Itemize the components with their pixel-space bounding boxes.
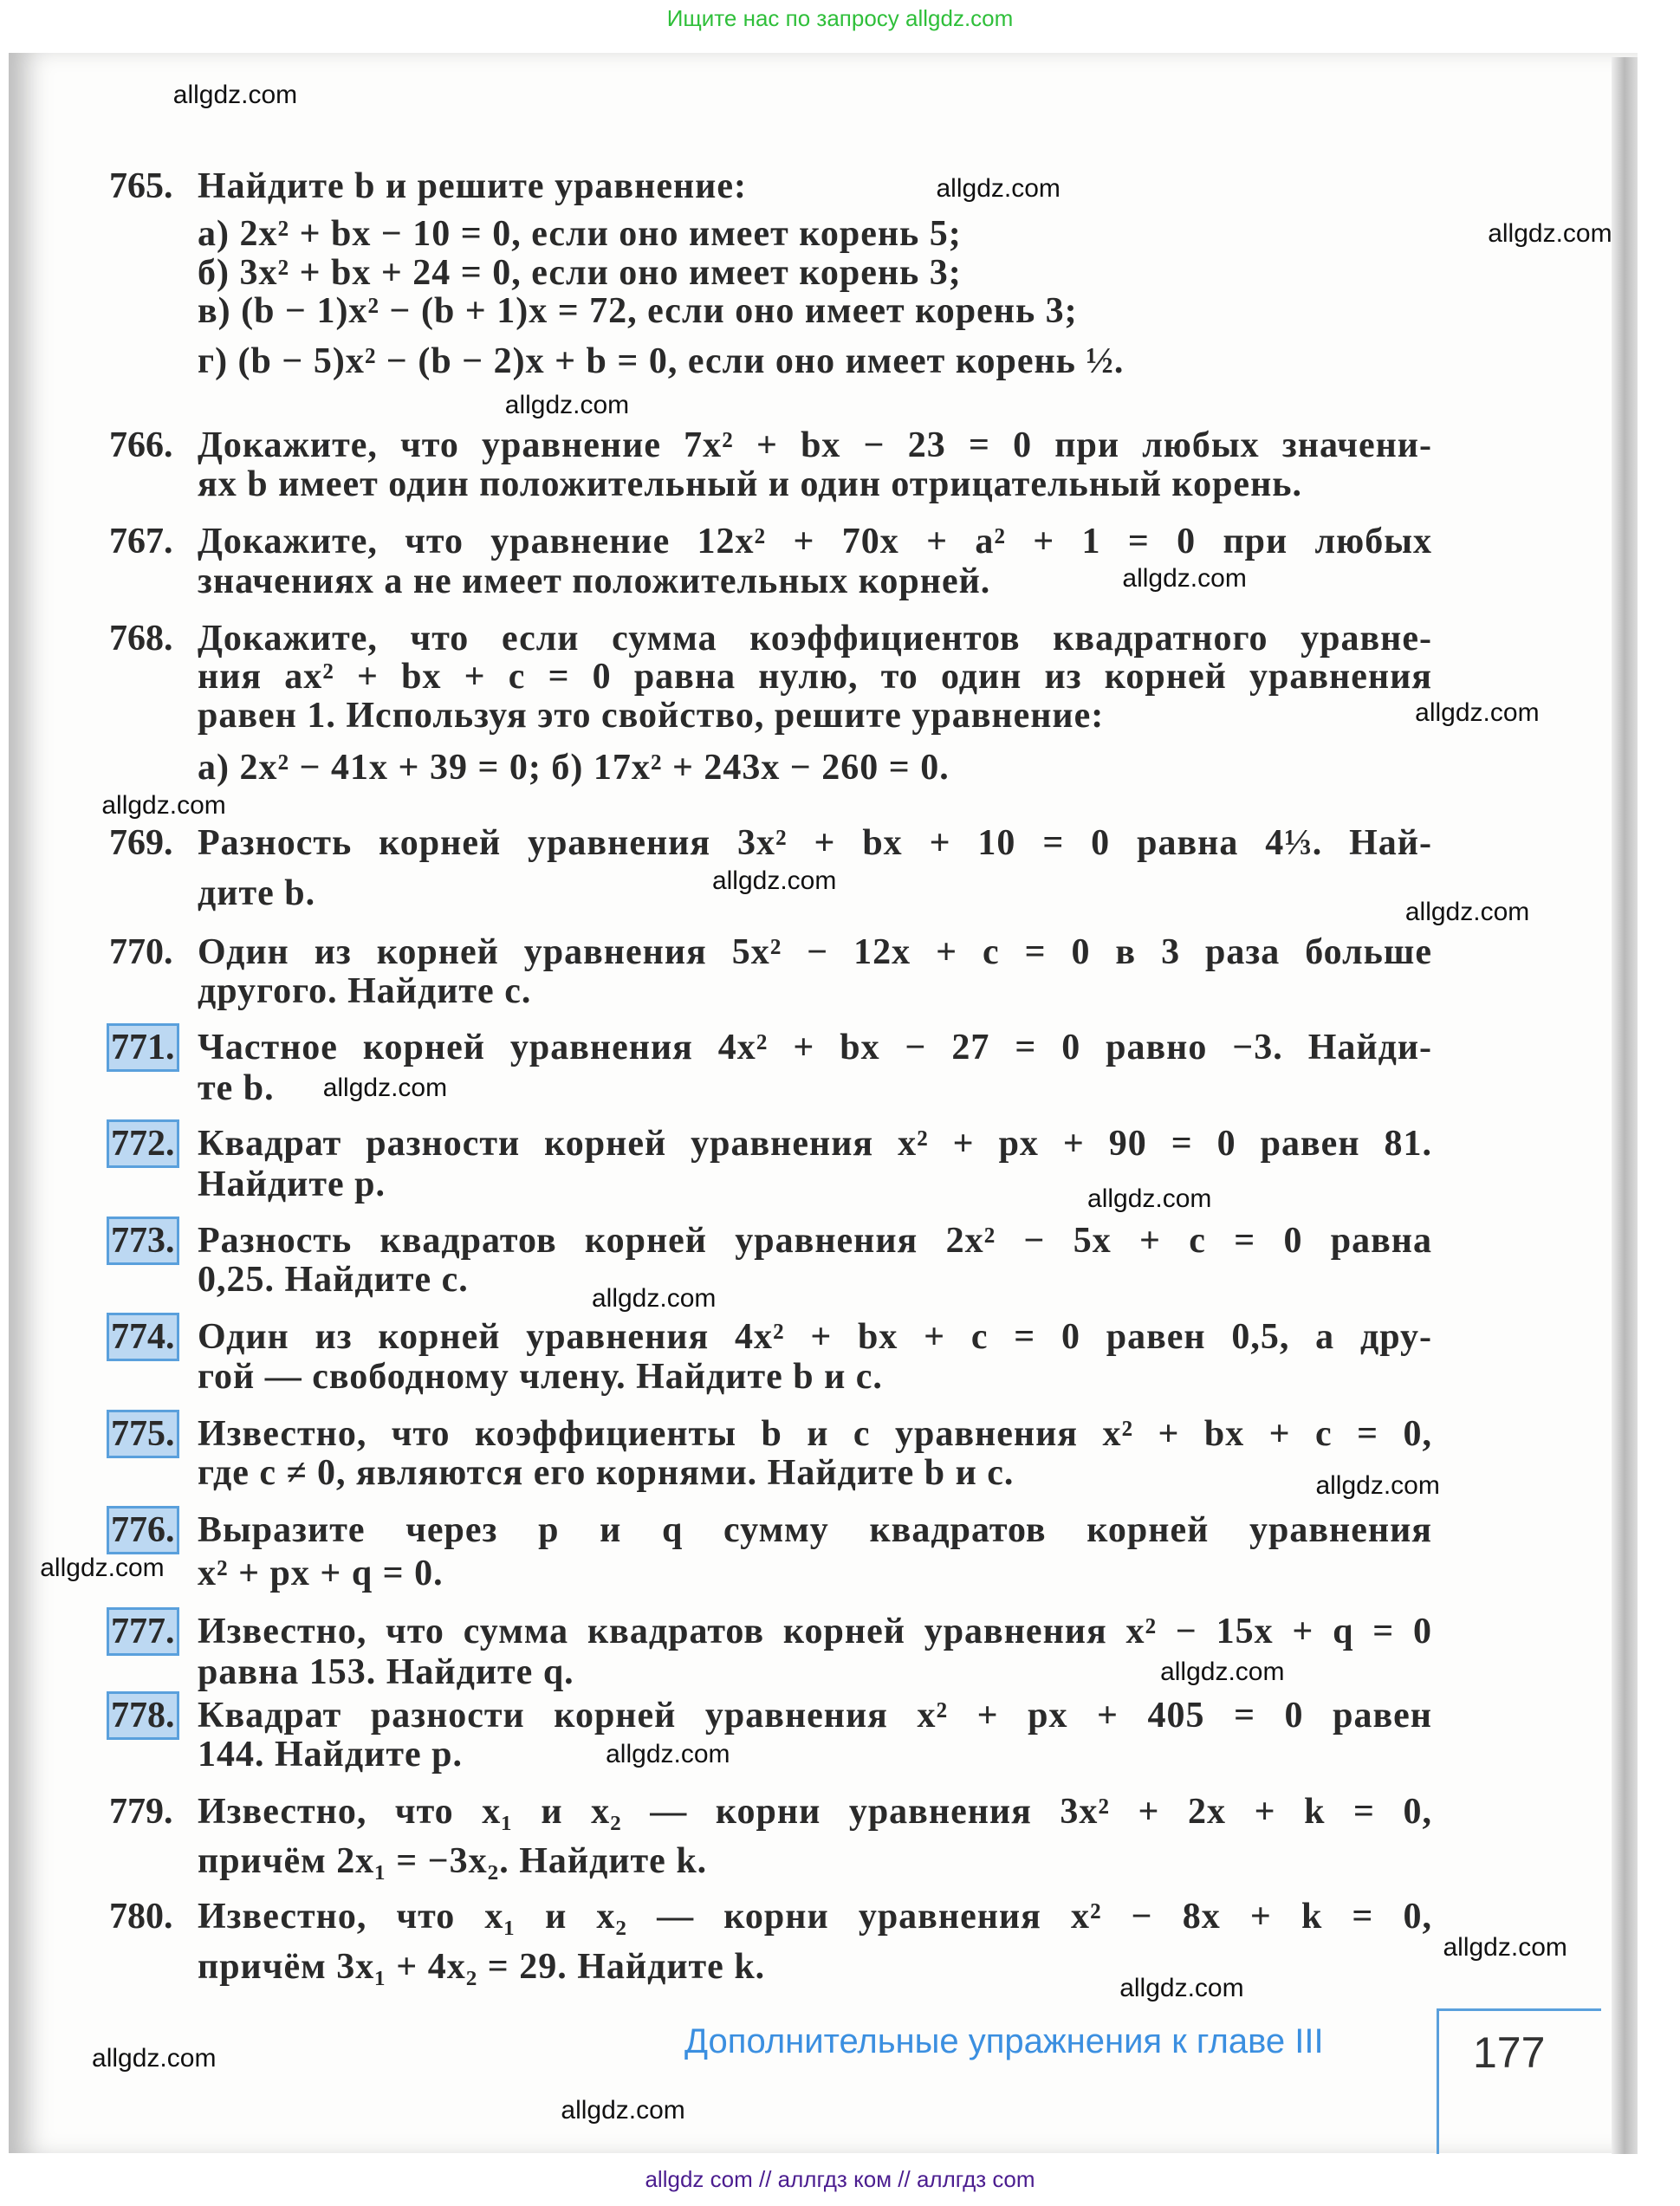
exercise-text-line: Найдите p. xyxy=(198,1165,386,1205)
exercise-number: 779. xyxy=(109,1792,173,1833)
exercise-number: 778. xyxy=(111,1695,175,1736)
exercise-number: 773. xyxy=(111,1220,175,1261)
watermark: allgdz.com xyxy=(711,866,837,896)
exercise-text-line: Частное корней уравнения 4x² + bx − 27 = 0 равно −3. Найди- xyxy=(198,1027,1432,1067)
watermark: allgdz.com xyxy=(1087,1184,1212,1213)
exercise-number: 769. xyxy=(109,822,173,863)
exercise-text-line: где c ≠ 0, являются его корнями. Найдите b и c. xyxy=(198,1453,1015,1494)
exercise-number: 765. xyxy=(109,165,173,206)
watermark: allgdz.com xyxy=(1160,1657,1285,1686)
exercise-number: 772. xyxy=(111,1124,175,1165)
watermark: allgdz.com xyxy=(1315,1470,1440,1500)
exercise-text-line: дите b. xyxy=(198,873,316,913)
watermark: allgdz.com xyxy=(1122,563,1247,593)
page-edge xyxy=(1612,57,1638,2154)
exercise-text-line: те b. xyxy=(198,1067,275,1108)
watermark: allgdz.com xyxy=(101,791,226,821)
exercise-text-line: в) (b − 1)x² − (b + 1)x = 72, если оно имеет корень 3; xyxy=(198,290,1078,331)
exercise-text-line: равна 153. Найдите q. xyxy=(198,1651,574,1692)
exercise-number: 780. xyxy=(109,1897,173,1937)
exercise-text-line: значениях a не имеет положительных корней. xyxy=(198,561,991,601)
watermark: allgdz.com xyxy=(40,1554,165,1583)
exercise-text-line: а) 2x² − 41x + 39 = 0; б) 17x² + 243x − 260 = 0. xyxy=(198,747,950,788)
exercise-number: 766. xyxy=(109,425,173,465)
exercise-text-line: Разность квадратов корней уравнения 2x² − 5x + c = 0 равна xyxy=(198,1220,1432,1261)
watermark: allgdz.com xyxy=(1488,219,1612,249)
footer-divider xyxy=(1437,2008,1439,2154)
exercise-text-line: ния ax² + bx + c = 0 равна нулю, то один из корней уравнения xyxy=(198,656,1432,697)
watermark: allgdz.com xyxy=(172,81,298,110)
watermark: allgdz.com xyxy=(1119,1973,1244,2002)
exercise-number: 771. xyxy=(111,1027,175,1067)
exercise-text-line: а) 2x² + bx − 10 = 0, если оно имеет корень 5; xyxy=(198,213,962,254)
watermark: allgdz.com xyxy=(591,1284,717,1314)
exercise-number: 767. xyxy=(109,522,173,562)
footer-rule xyxy=(1437,2008,1601,2011)
watermark: allgdz.com xyxy=(561,2095,685,2125)
watermark: allgdz.com xyxy=(1404,898,1530,927)
page-number: 177 xyxy=(1473,2028,1546,2077)
exercise-text-line: 0,25. Найдите c. xyxy=(198,1260,469,1301)
exercise-text-line: равен 1. Используя это свойство, решите уравнение: xyxy=(198,695,1105,736)
exercise-text-line: Известно, что коэффициенты b и c уравнения x² + bx + c = 0, xyxy=(198,1413,1432,1454)
exercise-text-line: Один из корней уравнения 5x² − 12x + c = 0 в 3 раза больше xyxy=(198,931,1432,972)
exercise-number: 768. xyxy=(109,618,173,659)
exercise-number: 775. xyxy=(111,1413,175,1454)
exercise-text-line: Разность корней уравнения 3x² + bx + 10 = 0 равна 4⅓. Най- xyxy=(198,822,1432,863)
exercise-text-line: причём 2x₁ = −3x₂. Найдите k. xyxy=(198,1840,708,1881)
watermark: allgdz.com xyxy=(322,1073,448,1102)
exercise-text-line: г) (b − 5)x² − (b − 2)x + b = 0, если оно имеет корень ½. xyxy=(198,341,1125,381)
exercise-text-line: Известно, что x₁ и x₂ — корни уравнения 3x² + 2x + k = 0, xyxy=(198,1792,1432,1833)
exercise-number: 776. xyxy=(111,1510,175,1551)
exercise-text-line: другого. Найдите c. xyxy=(198,971,532,1012)
chapter-title: Дополнительные упражнения к главе III xyxy=(684,2022,1324,2060)
exercise-text-line: Выразите через p и q сумму квадратов корней уравнения xyxy=(198,1510,1432,1551)
watermark: allgdz.com xyxy=(1415,697,1540,727)
exercise-text-line: 144. Найдите p. xyxy=(198,1734,463,1775)
exercise-number: 777. xyxy=(111,1611,175,1651)
exercise-text-line: Найдите b и решите уравнение: xyxy=(198,165,747,206)
exercise-text-line: ях b имеет один положительный и один отрицательный корень. xyxy=(198,464,1302,505)
exercise-text-line: Докажите, что уравнение 12x² + 70x + a² + 1 = 0 при любых xyxy=(198,522,1432,562)
watermark: allgdz.com xyxy=(92,2043,217,2073)
exercise-text-line: Квадрат разности корней уравнения x² + px + 90 = 0 равен 81. xyxy=(198,1124,1432,1165)
exercise-text-line: Известно, что x₁ и x₂ — корни уравнения x² − 8x + k = 0, xyxy=(198,1897,1432,1937)
watermark: allgdz.com xyxy=(606,1740,730,1769)
exercise-text-line: Докажите, что уравнение 7x² + bx − 23 = 0 при любых значени- xyxy=(198,425,1432,465)
exercise-text-line: Докажите, что если сумма коэффициентов квадратного уравне- xyxy=(198,618,1432,659)
footer-links[interactable]: allgdz com // аллгдз ком // аллгдз com xyxy=(645,2166,1035,2192)
exercise-number: 770. xyxy=(109,931,173,972)
exercise-number: 774. xyxy=(111,1317,175,1358)
watermark: allgdz.com xyxy=(504,391,630,420)
exercise-text-line: гой — свободному члену. Найдите b и c. xyxy=(198,1356,883,1397)
exercise-text-line: x² + px + q = 0. xyxy=(198,1554,444,1594)
watermark: allgdz.com xyxy=(1443,1933,1567,1963)
watermark: allgdz.com xyxy=(936,174,1061,204)
exercise-text-line: причём 3x₁ + 4x₂ = 29. Найдите k. xyxy=(198,1947,766,1988)
exercise-text-line: Известно, что сумма квадратов корней уравнения x² − 15x + q = 0 xyxy=(198,1611,1432,1651)
top-banner[interactable]: Ищите нас по запросу allgdz.com xyxy=(666,5,1014,31)
exercise-text-line: Один из корней уравнения 4x² + bx + c = 0 равен 0,5, а дру- xyxy=(198,1317,1432,1358)
exercise-text-line: Квадрат разности корней уравнения x² + px + 405 = 0 равен xyxy=(198,1695,1432,1736)
exercise-text-line: б) 3x² + bx + 24 = 0, если оно имеет корень 3; xyxy=(198,253,962,294)
